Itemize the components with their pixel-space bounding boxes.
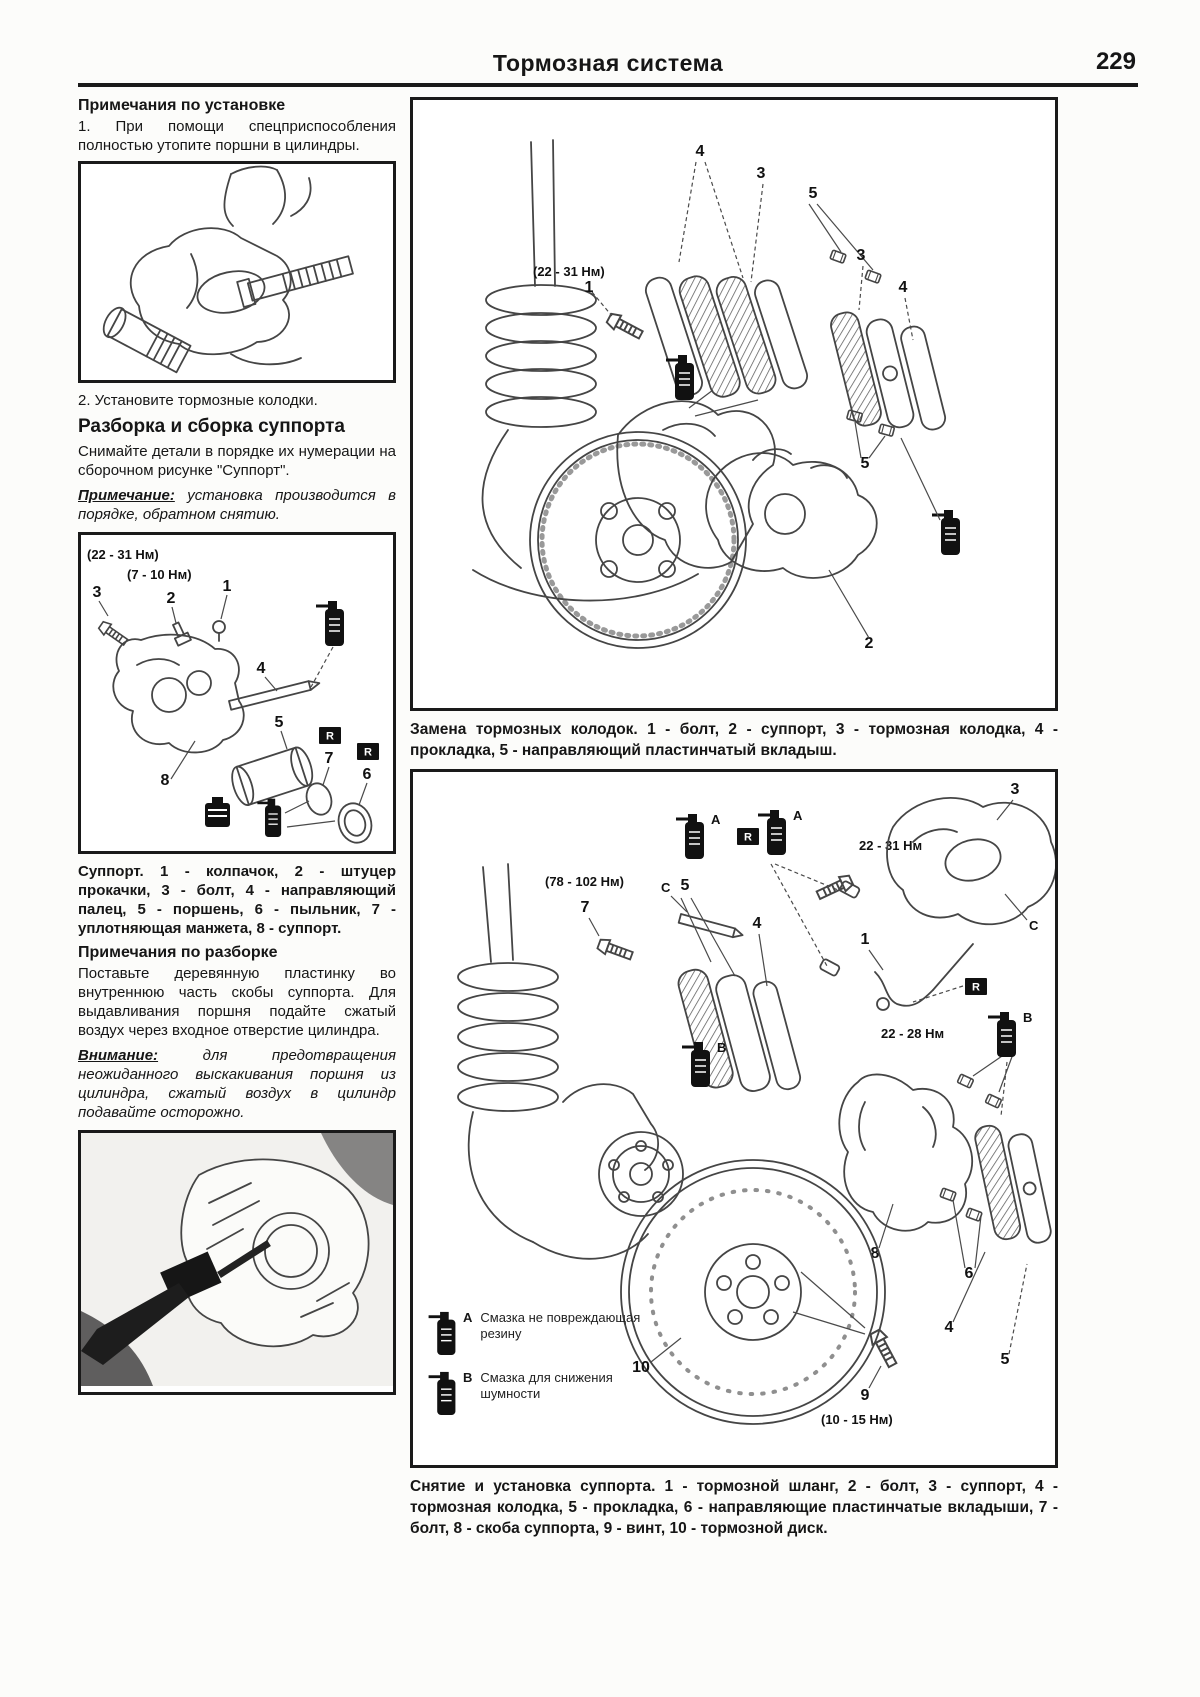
notes-disasm-heading: Примечания по разборке — [78, 944, 278, 961]
warning-label: Внимание: — [78, 1047, 159, 1064]
figure-caption: Замена тормозных колодок. 1 - болт, 2 - суппорт, 3 - тормозная колодка, 4 - прокладка, 5 - направляющий пластинчатый вкладыш. — [410, 721, 1058, 759]
spray-can-icon — [427, 1370, 457, 1416]
step-2-text: 2. Установите тормозные колодки. — [78, 392, 318, 409]
caliper-exploded-drawing — [81, 535, 393, 845]
brake-hose — [875, 944, 973, 1010]
section-heading: Разборка и сборка суппорта — [78, 416, 345, 437]
part-label-5: 5 — [860, 455, 870, 472]
part-label-3: 3 — [1010, 781, 1020, 798]
svg-text:R: R — [744, 831, 752, 844]
part-label-5: 5 — [680, 877, 690, 894]
dust-boot — [334, 799, 377, 845]
svg-text:R: R — [972, 981, 980, 994]
page-title: Тормозная система — [492, 50, 724, 76]
caliper-body — [181, 1159, 368, 1346]
pads-replacement-drawing — [413, 100, 1055, 702]
legend-text-b: Смазка для снижения шумности — [480, 1370, 613, 1401]
grease-b-label: B — [1023, 1010, 1033, 1025]
brake-disc — [530, 432, 746, 648]
legend-row-a — [427, 1310, 662, 1356]
grease-a-label: A — [793, 808, 803, 823]
part-label-8: 8 — [870, 1245, 880, 1262]
part-label-8: 8 — [160, 772, 170, 789]
bushing — [819, 958, 840, 976]
torque-label: (7 - 10 Нм) — [127, 567, 192, 582]
bleeder-screw — [169, 621, 191, 646]
part-label-7: 7 — [580, 899, 590, 916]
figure-piston-tool — [78, 161, 396, 383]
piston — [228, 745, 316, 808]
part-label-1: 1 — [222, 578, 232, 595]
part-label-1: 1 — [584, 279, 594, 296]
caliper-body — [113, 635, 243, 753]
part-label-3: 3 — [756, 165, 766, 182]
part-label-10: 10 — [632, 1359, 650, 1376]
brake-pads — [643, 243, 810, 423]
compress-tool — [237, 252, 354, 307]
hammer-photo-drawing — [81, 1133, 393, 1386]
part-label-5: 5 — [1000, 1351, 1010, 1368]
figure-hammer-photo — [78, 1130, 396, 1395]
brake-pads — [973, 1118, 1053, 1252]
page-header — [78, 50, 1138, 87]
notes-install-heading: Примечания по установке — [78, 97, 286, 114]
part-label-1: 1 — [860, 931, 870, 948]
caliper-bracket — [839, 1074, 972, 1230]
figure-caption: Суппорт. 1 - колпачок, 2 - штуцер прокачки, 3 - болт, 4 - направляющий палец, 5 - поршень, 6 - пыльник, 7 - уплотняющая манжета, 8 - суппорт. — [78, 863, 396, 937]
part-label-6: 6 — [362, 766, 372, 783]
note-text: установка производится в порядке, обратном снятию. — [78, 487, 396, 523]
caliper — [887, 798, 1055, 924]
torque-label: (78 - 102 Нм) — [545, 874, 624, 889]
figure-caliper-removal — [410, 769, 1058, 1468]
piston-tool-drawing — [81, 164, 393, 374]
part-label-9: 9 — [860, 1387, 870, 1404]
grease-a-label: A — [711, 812, 721, 827]
part-label-4: 4 — [752, 915, 762, 932]
grease-c-label: C — [1029, 918, 1039, 933]
torque-label: 22 - 28 Нм — [881, 1026, 945, 1041]
part-label-3: 3 — [856, 247, 866, 264]
disasm-body: Поставьте деревянную пластинку во внутреннюю часть скобы суппорта. Для выдавливания поршня подайте сжатый воздух через входное отверстие цилиндра. — [78, 965, 396, 1039]
part-label-4: 4 — [695, 143, 705, 160]
strut-spring — [473, 140, 698, 601]
torque-label: (22 - 31 Нм) — [533, 264, 605, 279]
legend-text-a: Смазка не повреждающая резину — [480, 1310, 641, 1341]
part-label-3: 3 — [92, 584, 102, 601]
warning-paragraph — [78, 1046, 396, 1122]
torque-label: 22 - 31 Нм — [859, 838, 923, 853]
part-label-5: 5 — [274, 714, 284, 731]
right-column — [410, 95, 1058, 1547]
section-body: Снимайте детали в порядке их нумерации на сборочном рисунке "Суппорт". — [78, 443, 396, 479]
part-label-4: 4 — [944, 1319, 954, 1336]
page-number: 229 — [1095, 48, 1136, 75]
torque-label: (10 - 15 Нм) — [821, 1412, 893, 1427]
grease-legend — [427, 1310, 662, 1430]
guide-pin — [229, 679, 320, 710]
grease-c-label: C — [661, 880, 671, 895]
note-label: Примечание: — [78, 487, 175, 504]
part-label-4: 4 — [898, 279, 908, 296]
part-label-6: 6 — [964, 1265, 974, 1282]
part-label-2: 2 — [166, 590, 176, 607]
cap — [213, 621, 225, 641]
svg-text:R: R — [326, 730, 334, 743]
part-label-2: 2 — [864, 635, 874, 652]
torque-label: (22 - 31 Нм) — [87, 547, 159, 562]
caliper-body — [131, 228, 291, 354]
part-label-4: 4 — [256, 660, 266, 677]
brake-pads — [828, 295, 947, 448]
piston — [99, 304, 191, 373]
legend-letter-a: A — [463, 1310, 473, 1325]
spray-can-icon — [427, 1310, 457, 1356]
svg-text:R: R — [364, 746, 372, 759]
guide-pin — [679, 914, 744, 940]
legend-row-b — [427, 1370, 662, 1416]
step-1-text: 1. При помощи спецприспособления полностью утопите поршни в цилиндры. — [78, 118, 396, 154]
figure-caliper-exploded — [78, 532, 396, 854]
figure-caption: Снятие и установка суппорта. 1 - тормозной шланг, 2 - болт, 3 - суппорт, 4 - тормозная колодка, 5 - прокладка, 6 - направляющие пластинчатые вкладыши, 7 - болт, 8 - скоба суппорта, 9 - винт, 10 - тормозной диск. — [410, 1478, 1058, 1537]
steering-knuckle — [617, 401, 775, 568]
note-paragraph — [78, 486, 396, 524]
warning-text: для предотвращения неожиданного выскакивания поршня из цилиндра, сжатый воздух в цилиндр подавайте осторожно. — [78, 1047, 397, 1121]
part-label-7: 7 — [324, 750, 334, 767]
hub-assembly — [563, 1084, 683, 1216]
legend-letter-b: B — [463, 1370, 473, 1385]
grease-b-label: B — [717, 1040, 727, 1055]
part-label-5: 5 — [808, 185, 818, 202]
figure-pads-replacement — [410, 97, 1058, 711]
left-column — [78, 95, 396, 1403]
